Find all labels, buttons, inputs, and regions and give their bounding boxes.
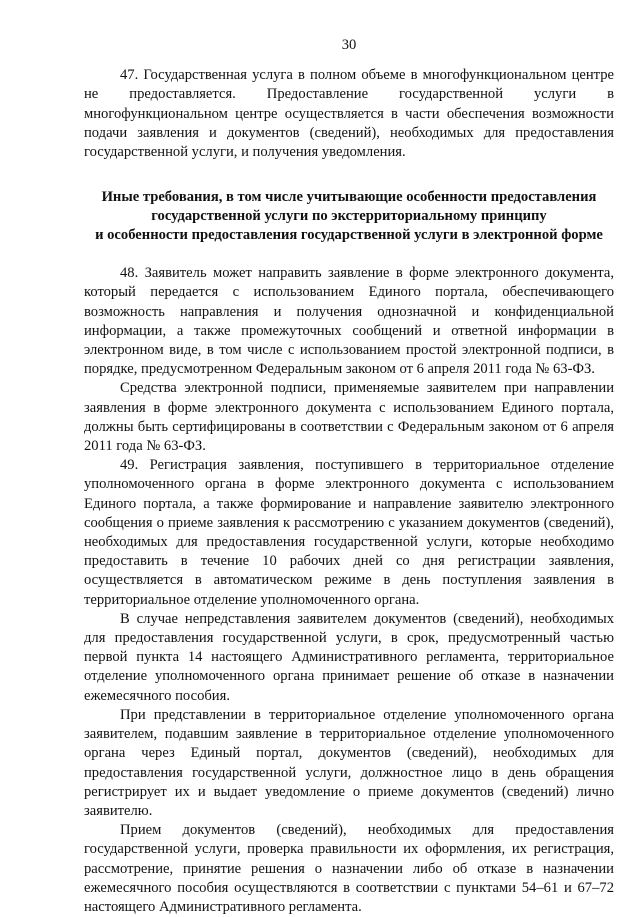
section-heading <box>84 188 614 245</box>
page-number: 30 <box>341 37 357 53</box>
paragraph-49-refusal: В случае непредставления заявителем документов (сведений), необходимых для предоставления государственной услуги, в срок, предусмотренный частью первой пункта 14 настоящего Административного регламента, территориальное отделение уполномоченного органа принимает решение об отказе в назначении ежемесячного пособия. <box>84 610 614 704</box>
section-heading-line-2: государственной услуги по экстерриториальному принципу <box>151 208 547 225</box>
section-heading-line-1: Иные требования, в том числе учитывающие особенности предоставления <box>101 189 597 206</box>
paragraph-47: 47. Государственная услуга в полном объеме в многофункциональном центре не предоставляется. Предоставление государственной услуги в многофункциональном центре осуществляется в части обеспечения возможности подачи заявления и документов (сведений), необходимых для предоставления государственной услуги, и получения уведомления. <box>84 67 614 161</box>
paragraph-49-reception: Прием документов (сведений), необходимых для предоставления государственной услуги, проверка правильности их оформления, их регистрация, рассмотрение, принятие решения о назначении либо об отказе в назначении ежемесячного пособия осуществляются в соответствии с пунктами 54–61 и 67–72 настоящего Административного регламента. <box>84 822 614 915</box>
paragraph-48: 48. Заявитель может направить заявление в форме электронного документа, который передается с использованием Единого портала, обеспечивающего возможность направления и получения однозначной и конфиденциальной информации, а также промежуточных сообщений и ответной информации в электронном виде, в том числе с использованием простой электронной подписи, в порядке, предусмотренном Федеральным законом от 6 апреля 2011 года № 63-ФЗ. <box>84 265 614 378</box>
paragraph-48-signature: Средства электронной подписи, применяемые заявителем при направлении заявления в форме электронного документа с использованием Единого портала, должны быть сертифицированы в соответствии с Федеральным законом от 6 апреля 2011 года № 63-ФЗ. <box>84 380 614 455</box>
paragraph-49-submission: При представлении в территориальное отделение уполномоченного органа заявителем, подавшим заявление в территориальное отделение уполномоченного органа через Единый портал, документов (сведений), необходимых для предоставления государственной услуги, должностное лицо в день обращения регистрирует их и выдает уведомление о приеме документов (сведений) лично заявителю. <box>84 706 614 819</box>
section-heading-line-3: и особенности предоставления государственной услуги в электронной форме <box>95 227 603 244</box>
document-page <box>84 36 614 917</box>
paragraph-49: 49. Регистрация заявления, поступившего в территориальное отделение уполномоченного органа в форме электронного документа с использованием Единого портала, а также формирование и направление заявителю электронного сообщения о приеме заявления к рассмотрению с указанием документов (сведений), необходимых для предоставления государственной услуги, которые необходимо предоставить в течение 10 рабочих дней со дня регистрации заявления, осуществляется в автоматическом режиме в день поступления заявления в территориальное отделение уполномоченного органа. <box>84 457 614 608</box>
